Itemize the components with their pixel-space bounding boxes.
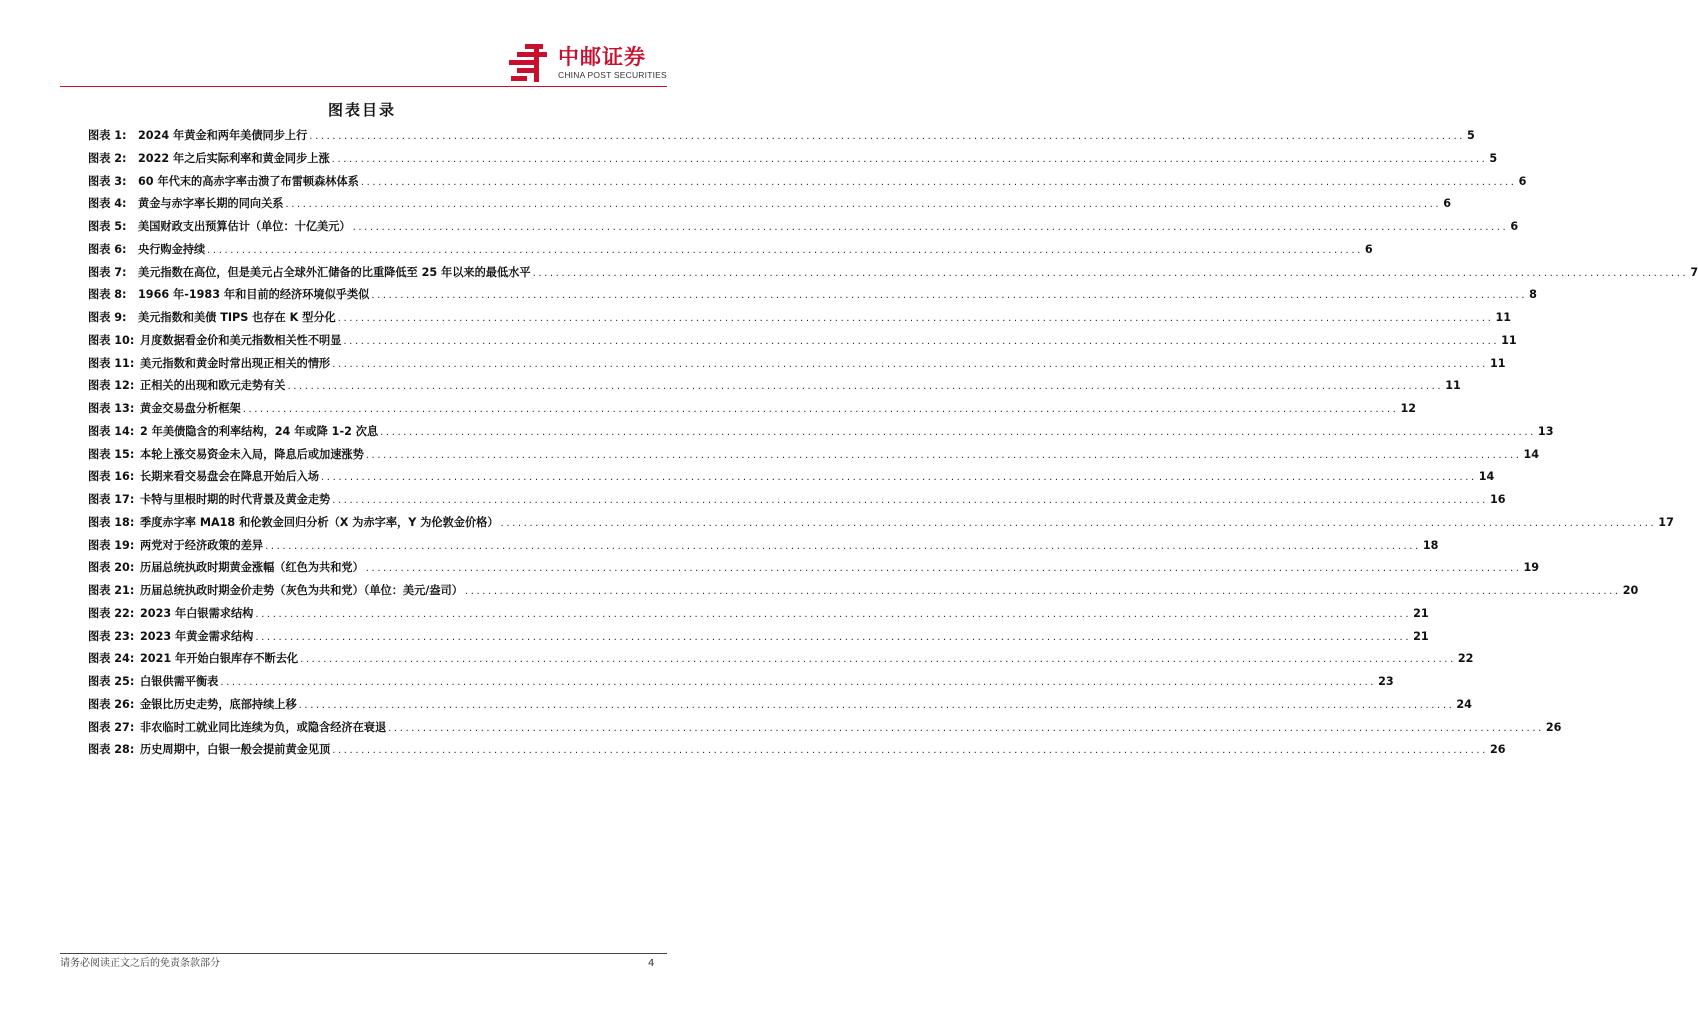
toc-entry[interactable]	[88, 447, 1540, 471]
toc-entry-page: 5	[1467, 129, 1475, 142]
toc-entry-page: 20	[1622, 584, 1639, 597]
toc-entry-label: 图表 11:	[88, 356, 135, 370]
footer-disclaimer: 请务必阅读正文之后的免责条款部分	[60, 958, 220, 969]
toc-entry-title: 季度赤字率 MA18 和伦敦金回归分析（X 为赤字率，Y 为伦敦金价格）	[140, 515, 499, 529]
toc-entry-page: 6	[1443, 197, 1451, 211]
toc-entry-title: 本轮上涨交易资金未入局，降息后或加速涨势	[140, 447, 364, 461]
toc-title: 图表目录	[327, 101, 396, 119]
toc-entry-label: 图表 18:	[88, 515, 135, 529]
toc-entry-page: 11	[1495, 311, 1512, 324]
toc-entry[interactable]	[88, 538, 1439, 562]
toc-leader-dots: ........................................................................................................................................................................................................	[532, 267, 1689, 279]
toc-entry-title: 卡特与里根时期的时代背景及黄金走势	[140, 493, 331, 506]
toc-entry-title: 美国财政支出预算估计（单位：十亿美元）	[138, 220, 351, 233]
toc-entry-title: 美元指数和美债 TIPS 也存在 K 型分化	[138, 311, 336, 324]
toc-entry[interactable]	[88, 220, 1519, 243]
toc-entry-label: 图表 16:	[88, 470, 135, 484]
toc-leader-dots: ........................................................................................................................................................................................................	[287, 381, 1444, 393]
toc-entry-title: 美元指数和黄金时常出现正相关的情形	[140, 356, 331, 370]
toc-entry[interactable]	[88, 493, 1506, 516]
toc-entry[interactable]	[88, 584, 1639, 607]
toc-leader-dots: ........................................................................................................................................................................................................	[242, 404, 1399, 415]
toc-leader-dots: ........................................................................................................................................................................................................	[220, 677, 1377, 688]
toc-entry-title: 月度数据看金价和美元指数相关性不明显	[140, 333, 342, 347]
toc-entry-page: 21	[1413, 606, 1429, 620]
toc-entry-title: 长期来看交易盘会在降息开始后入场	[140, 470, 320, 484]
toc-entry-label: 图表 26:	[88, 697, 135, 711]
toc-entry-label: 图表 22:	[88, 606, 135, 620]
toc-entry-label: 图表 17:	[88, 493, 135, 506]
toc-entry-title: 两党对于经济政策的差异	[140, 538, 264, 552]
toc-entry-title: 金银比历史走势，底部持续上移	[140, 697, 297, 711]
toc-entry[interactable]	[88, 379, 1461, 402]
toc-leader-dots: ........................................................................................................................................................................................................	[388, 722, 1544, 734]
toc-entry-page: 6	[1518, 174, 1527, 188]
page-number: 4	[648, 958, 655, 969]
toc-leader-dots: ........................................................................................................................................................................................................	[332, 358, 1488, 370]
toc-entry-title: 黄金与赤字率长期的同向关系	[138, 197, 284, 211]
logo-english-name: CHINA POST SECURITIES	[558, 70, 667, 80]
toc-entry-page: 26	[1545, 720, 1562, 734]
toc-entry-page: 6	[1510, 220, 1519, 233]
toc-entry-label: 图表 3:	[88, 174, 127, 188]
toc-entry-page: 14	[1478, 470, 1495, 484]
toc-entry-title: 2 年美债隐含的利率结构，24 年或降 1-2 次息	[140, 424, 379, 438]
toc-entry-label: 图表 2:	[88, 151, 127, 165]
toc-entry-page: 6	[1364, 242, 1373, 256]
toc-entry[interactable]	[88, 333, 1517, 357]
toc-entry[interactable]	[88, 652, 1474, 675]
toc-entry-label: 图表 4:	[88, 197, 127, 211]
toc-entry-title: 非农临时工就业同比连续为负，或隐含经济在衰退	[140, 720, 387, 734]
toc-entry-label: 图表 15:	[88, 447, 135, 461]
toc-leader-dots: ........................................................................................................................................................................................................	[332, 745, 1488, 757]
toc-entry-page: 11	[1489, 356, 1506, 370]
toc-entry[interactable]	[88, 675, 1394, 698]
header-divider	[60, 86, 667, 87]
toc-entry-page: 24	[1456, 697, 1472, 711]
toc-entry-page: 22	[1457, 652, 1474, 666]
toc-entry-label: 图表 24:	[88, 652, 135, 666]
logo-chinese-name: 中邮证券	[558, 45, 646, 69]
company-logo	[509, 44, 674, 84]
toc-entry[interactable]	[88, 356, 1506, 380]
toc-entry-page: 12	[1400, 402, 1417, 415]
toc-leader-dots: ........................................................................................................................................................................................................	[309, 131, 1466, 142]
toc-entry-page: 17	[1658, 515, 1674, 529]
toc-entry-title: 2023 年白银需求结构	[140, 606, 254, 620]
toc-entry[interactable]	[88, 402, 1417, 425]
toc-entry-label: 图表 10:	[88, 333, 135, 347]
toc-entry-title: 白银供需平衡表	[140, 675, 219, 688]
toc-entry[interactable]	[88, 720, 1562, 744]
toc-entry-page: 16	[1489, 493, 1506, 506]
toc-entry[interactable]	[88, 129, 1475, 152]
toc-entry-label: 图表 8:	[88, 288, 127, 302]
china-post-logo-icon	[509, 44, 551, 82]
toc-leader-dots: ........................................................................................................................................................................................................	[255, 608, 1412, 620]
toc-entry-title: 央行购金持续	[138, 242, 206, 256]
toc-entry-page: 26	[1489, 743, 1506, 757]
toc-entry[interactable]	[88, 197, 1451, 220]
toc-entry[interactable]	[88, 424, 1554, 448]
toc-leader-dots: ........................................................................................................................................................................................................	[298, 699, 1455, 711]
toc-leader-dots: ........................................................................................................................................................................................................	[337, 313, 1494, 324]
toc-entry-label: 图表 23:	[88, 629, 135, 643]
toc-entry[interactable]	[88, 697, 1472, 721]
toc-entry-label: 图表 9:	[88, 311, 127, 324]
toc-entry[interactable]	[88, 606, 1429, 630]
toc-entry-page: 8	[1529, 288, 1537, 302]
toc-entry-page: 11	[1501, 333, 1517, 347]
toc-entry-page: 18	[1422, 538, 1439, 552]
toc-leader-dots: ........................................................................................................................................................................................................	[285, 199, 1442, 211]
toc-entry-label: 图表 21:	[88, 584, 135, 597]
toc-entry-title: 历届总统执政时期金价走势（灰色为共和党）（单位：美元/盎司）	[140, 584, 463, 597]
toc-entry-title: 2021 年开始白银库存不断去化	[140, 652, 299, 666]
footer-divider	[60, 953, 667, 954]
toc-entry-page: 5	[1489, 151, 1498, 165]
toc-entry-page: 7	[1690, 265, 1698, 279]
toc-entry-page: 14	[1523, 447, 1540, 461]
toc-entry-title: 2023 年黄金需求结构	[140, 629, 254, 643]
toc-leader-dots: ........................................................................................................................................................................................................	[365, 563, 1522, 575]
toc-entry-title: 正相关的出现和欧元走势有关	[140, 379, 286, 393]
toc-entry-title: 60 年代末的高赤字率击溃了布雷顿森林体系	[138, 174, 359, 188]
toc-entry[interactable]	[88, 743, 1506, 766]
toc-entry-title: 历届总统执政时期黄金涨幅（红色为共和党）	[140, 561, 364, 575]
toc-entry-page: 23	[1378, 675, 1394, 688]
toc-entry-title: 黄金交易盘分析框架	[140, 402, 241, 415]
toc-entry-title: 2024 年黄金和两年美债同步上行	[138, 129, 308, 142]
toc-entry-title: 美元指数在高位，但是美元占全球外汇储备的比重降低至 25 年以来的最低水平	[138, 265, 531, 279]
toc-entry-label: 图表 19:	[88, 538, 135, 552]
toc-entry-page: 19	[1523, 561, 1540, 575]
page-header	[0, 0, 724, 90]
toc-leader-dots: ........................................................................................................................................................................................................	[207, 244, 1363, 256]
toc-entry-label: 图表 12:	[88, 379, 135, 393]
toc-entry[interactable]	[88, 174, 1527, 198]
toc-entry-label: 图表 7:	[88, 265, 127, 279]
toc-entry-label: 图表 20:	[88, 561, 135, 575]
toc-entry-title: 2022 年之后实际利率和黄金同步上涨	[138, 151, 330, 165]
toc-leader-dots: ........................................................................................................................................................................................................	[360, 176, 1517, 188]
toc-leader-dots: ........................................................................................................................................................................................................	[343, 335, 1500, 347]
toc-entry-label: 图表 28:	[88, 743, 135, 757]
toc-entry-title: 1966 年-1983 年和目前的经济环境似乎类似	[138, 288, 370, 302]
toc-entry[interactable]	[88, 265, 1698, 289]
toc-entry[interactable]	[88, 515, 1674, 539]
toc-entry[interactable]	[88, 288, 1537, 311]
toc-entry-label: 图表 5:	[88, 220, 127, 233]
toc-leader-dots: ........................................................................................................................................................................................................	[321, 472, 1477, 484]
toc-leader-dots: ........................................................................................................................................................................................................	[332, 495, 1488, 506]
toc-entry-page: 13	[1537, 424, 1554, 438]
toc-leader-dots: ........................................................................................................................................................................................................	[380, 426, 1536, 438]
toc-entry-label: 图表 13:	[88, 402, 135, 415]
toc-leader-dots: ........................................................................................................................................................................................................	[500, 517, 1657, 529]
toc-entry[interactable]	[88, 470, 1495, 493]
toc-entry[interactable]	[88, 151, 1498, 175]
toc-entry-page: 11	[1445, 379, 1461, 393]
toc-entry[interactable]	[88, 311, 1512, 334]
toc-leader-dots: ........................................................................................................................................................................................................	[331, 153, 1488, 165]
toc-entry-label: 图表 27:	[88, 720, 135, 734]
toc-list	[88, 129, 1698, 766]
toc-leader-dots: ........................................................................................................................................................................................................	[300, 654, 1456, 666]
toc-entry-title: 历史周期中，白银一般会提前黄金见顶	[140, 743, 331, 757]
toc-leader-dots: ........................................................................................................................................................................................................	[352, 222, 1509, 233]
toc-entry-label: 图表 14:	[88, 424, 135, 438]
toc-entry[interactable]	[88, 242, 1373, 266]
toc-leader-dots: ........................................................................................................................................................................................................	[365, 449, 1522, 461]
toc-entry[interactable]	[88, 561, 1540, 584]
toc-entry-label: 图表 6:	[88, 242, 127, 256]
toc-entry-label: 图表 25:	[88, 675, 135, 688]
toc-leader-dots: ........................................................................................................................................................................................................	[371, 290, 1528, 302]
toc-entry[interactable]	[88, 629, 1429, 653]
toc-leader-dots: ........................................................................................................................................................................................................	[255, 631, 1412, 643]
toc-entry-label: 图表 1:	[88, 129, 127, 142]
toc-entry-page: 21	[1413, 629, 1429, 643]
toc-leader-dots: ........................................................................................................................................................................................................	[464, 586, 1621, 597]
toc-leader-dots: ........................................................................................................................................................................................................	[265, 540, 1421, 552]
